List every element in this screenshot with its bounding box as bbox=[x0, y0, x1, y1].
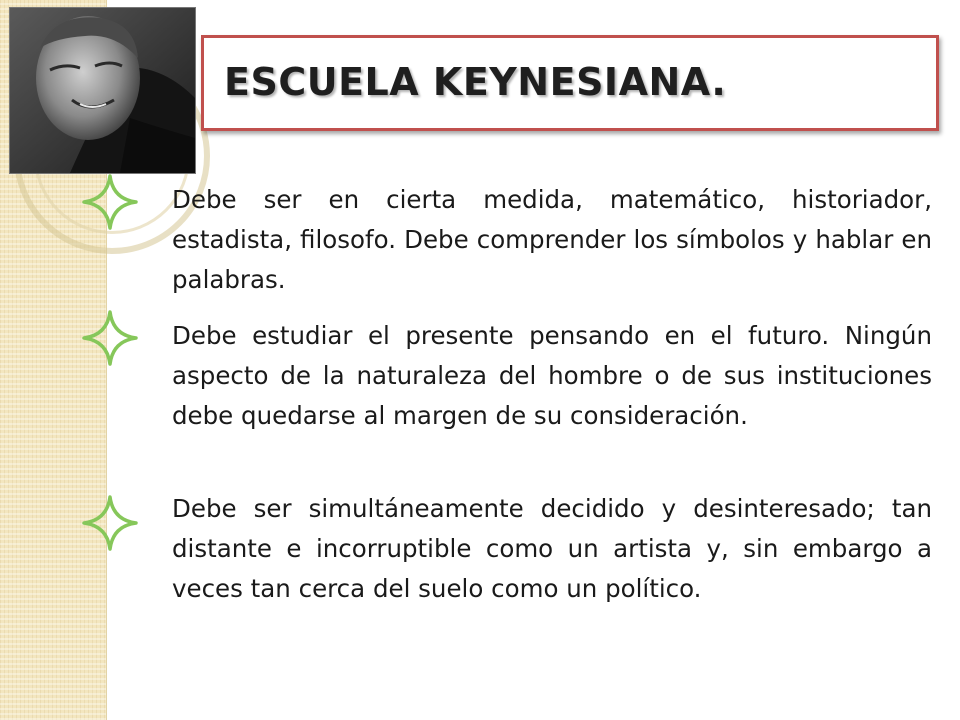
portrait-photo bbox=[10, 8, 195, 173]
title-box bbox=[201, 35, 939, 131]
bullet-paragraph-1: Debe ser en cierta medida, matemático, historiador, estadista, filosofo. Debe comprender los símbolos y hablar en palabras. bbox=[172, 185, 932, 294]
bullet-paragraph-3: Debe ser simultáneamente decidido y desinteresado; tan distante e incorruptible como un artista y, sin embargo a veces tan cerca del suelo como un político. bbox=[172, 494, 932, 603]
four-point-star-icon bbox=[82, 310, 138, 366]
four-point-star-icon bbox=[82, 174, 138, 230]
four-point-star-icon bbox=[82, 495, 138, 551]
page-title: ESCUELA KEYNESIANA. bbox=[224, 60, 727, 104]
bullet-paragraph-2: Debe estudiar el presente pensando en el futuro. Ningún aspecto de la naturaleza del hombre o de sus instituciones debe quedarse al margen de su consideración. bbox=[172, 321, 932, 430]
portrait-image bbox=[10, 8, 195, 173]
